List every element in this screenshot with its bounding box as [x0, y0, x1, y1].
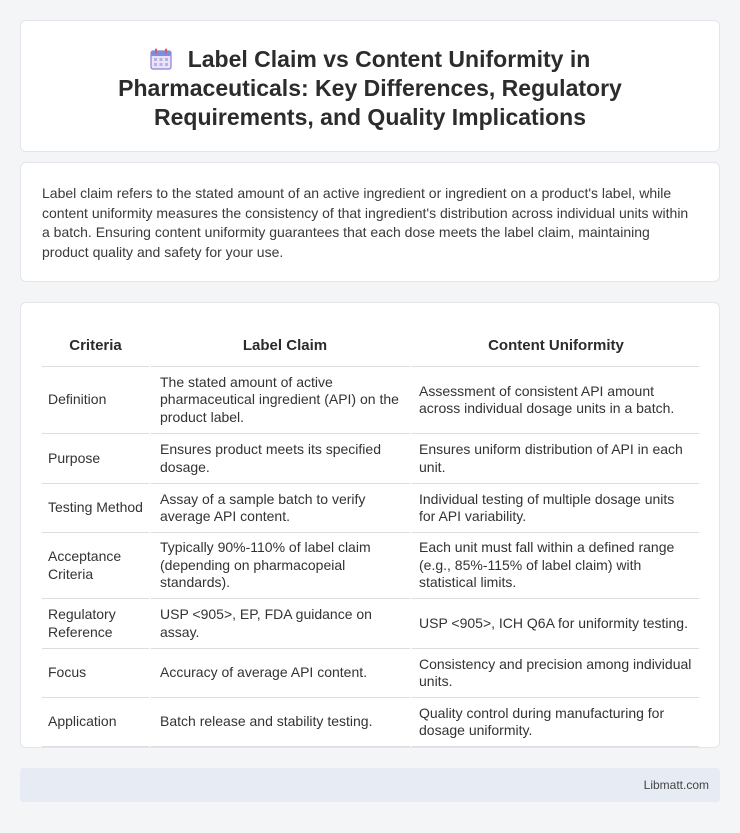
row-label-claim: Typically 90%-110% of label claim (depending on pharmacopeial standards).	[149, 533, 410, 599]
row-content-uniformity: Consistency and precision among individual units.	[410, 649, 699, 698]
intro-card	[20, 162, 720, 282]
table-row	[42, 434, 699, 484]
row-criteria: Regulatory Reference	[42, 599, 149, 649]
comparison-card	[20, 302, 720, 748]
row-criteria: Purpose	[42, 434, 149, 484]
header-criteria: Criteria	[42, 324, 149, 367]
title-card	[20, 20, 720, 152]
comparison-table	[42, 324, 699, 747]
calendar-icon	[150, 48, 172, 70]
table-row	[42, 367, 699, 434]
row-criteria: Testing Method	[42, 484, 149, 533]
table-row	[42, 599, 699, 649]
row-criteria: Acceptance Criteria	[42, 533, 149, 599]
table-header-row	[42, 324, 699, 367]
row-label-claim: Assay of a sample batch to verify average API content.	[149, 484, 410, 533]
row-label-claim: Batch release and stability testing.	[149, 698, 410, 747]
row-content-uniformity: Each unit must fall within a defined range (e.g., 85%-115% of label claim) with statistical limits.	[410, 533, 699, 599]
row-content-uniformity: USP <905>, ICH Q6A for uniformity testing.	[410, 599, 699, 649]
footer	[20, 768, 720, 802]
row-criteria: Focus	[42, 649, 149, 698]
footer-brand: Libmatt.com	[643, 778, 709, 792]
row-content-uniformity: Quality control during manufacturing for dosage uniformity.	[410, 698, 699, 747]
row-content-uniformity: Ensures uniform distribution of API in each unit.	[410, 434, 699, 484]
row-label-claim: The stated amount of active pharmaceutical ingredient (API) on the product label.	[149, 367, 410, 434]
header-content-uniformity: Content Uniformity	[410, 324, 699, 367]
row-criteria: Definition	[42, 367, 149, 434]
row-content-uniformity: Individual testing of multiple dosage units for API variability.	[410, 484, 699, 533]
row-label-claim: Ensures product meets its specified dosage.	[149, 434, 410, 484]
page-title-text: Label Claim vs Content Uniformity in Pharmaceuticals: Key Differences, Regulatory Requirements, and Quality Implications	[118, 46, 622, 130]
row-label-claim: Accuracy of average API content.	[149, 649, 410, 698]
row-content-uniformity: Assessment of consistent API amount across individual dosage units in a batch.	[410, 367, 699, 434]
table-row	[42, 698, 699, 747]
page-title	[61, 45, 679, 132]
row-criteria: Application	[42, 698, 149, 747]
header-label-claim: Label Claim	[149, 324, 410, 367]
table-row	[42, 533, 699, 599]
table-row	[42, 649, 699, 698]
row-label-claim: USP <905>, EP, FDA guidance on assay.	[149, 599, 410, 649]
table-row	[42, 484, 699, 533]
intro-paragraph: Label claim refers to the stated amount of an active ingredient or ingredient on a product's label, while content uniformity measures the consistency of that ingredient's distribution across individual units within a batch. Ensuring content uniformity guarantees that each dose meets the label claim, maintaining product quality and safety for your use.	[42, 185, 689, 260]
